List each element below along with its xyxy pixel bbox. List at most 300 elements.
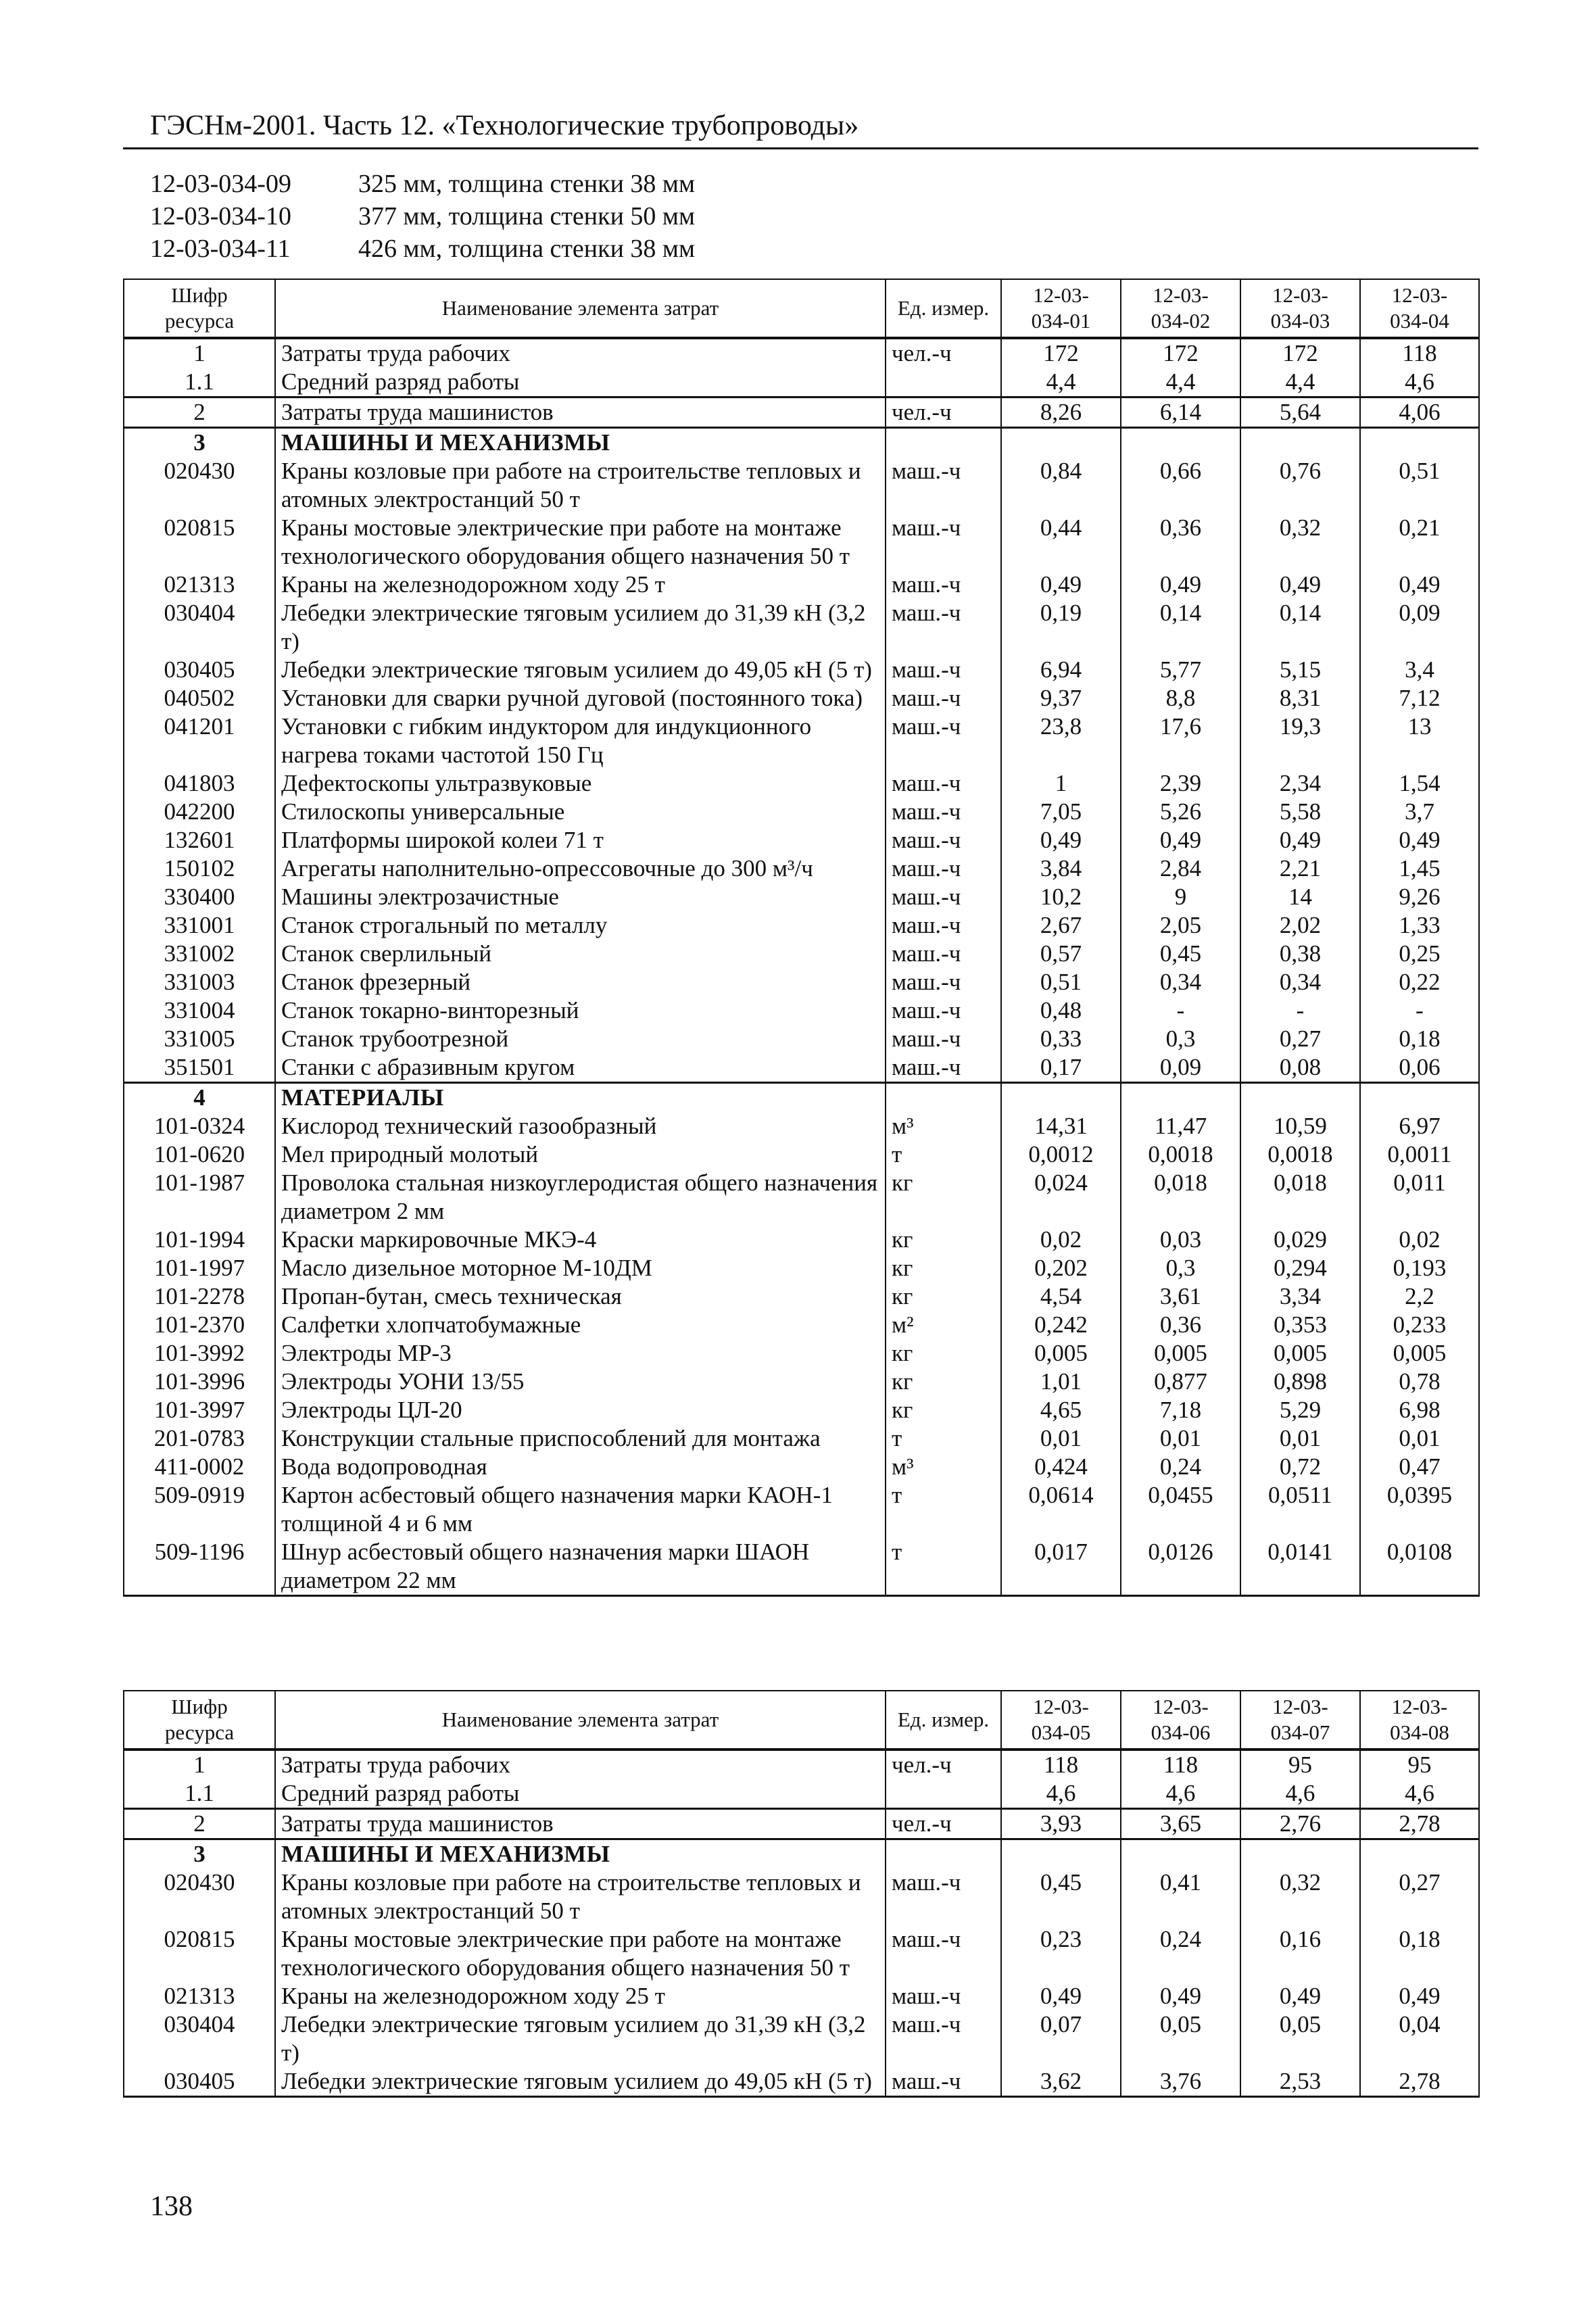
page-number: 138: [150, 2191, 193, 2222]
norm-value-cell: 172: [1240, 338, 1360, 368]
unit-cell: м²: [886, 1311, 1001, 1339]
cost-element-name-cell: Проволока стальная низкоуглеродистая общего назначения диаметром 2 мм: [275, 1169, 886, 1226]
resource-code-cell: 040502: [124, 684, 275, 713]
norm-value-cell: 8,8: [1121, 684, 1240, 713]
unit-cell: кг: [886, 1368, 1001, 1396]
cost-element-name-cell: Кислород технический газообразный: [275, 1112, 886, 1140]
column-header-unit: Ед. измер.: [886, 279, 1001, 338]
norm-value-cell: 95: [1360, 1750, 1479, 1779]
norm-value-cell: 0,49: [1001, 571, 1121, 599]
norm-value-cell: 0,66: [1121, 457, 1240, 514]
norm-value-cell: 0,0012: [1001, 1140, 1121, 1169]
norm-value-cell: 5,26: [1121, 798, 1240, 826]
unit-cell: маш.-ч: [886, 571, 1001, 599]
norm-value-cell: 4,6: [1360, 368, 1479, 397]
column-header-norm: 12-03- 034-04: [1360, 279, 1479, 338]
norm-value-cell: 0,005: [1240, 1339, 1360, 1368]
norm-value-cell: 5,29: [1240, 1396, 1360, 1424]
resource-code-cell: 020815: [124, 514, 275, 571]
norm-value-cell: 19,3: [1240, 713, 1360, 769]
norm-value-cell: 0,05: [1121, 2010, 1240, 2067]
unit-cell: маш.-ч: [886, 769, 1001, 798]
item-row: [150, 168, 695, 200]
norm-value-cell: 3,34: [1240, 1282, 1360, 1311]
norm-value-cell: 2,78: [1360, 2067, 1479, 2097]
norm-value-cell: 5,64: [1240, 397, 1360, 428]
cost-element-name-cell: МАШИНЫ И МЕХАНИЗМЫ: [275, 428, 886, 458]
resource-code-cell: 331003: [124, 968, 275, 996]
unit-cell: маш.-ч: [886, 996, 1001, 1025]
column-header-name: Наименование элемента затрат: [275, 279, 886, 338]
unit-cell: кг: [886, 1169, 1001, 1226]
norm-value-cell: -: [1240, 996, 1360, 1025]
cost-element-name-cell: Станок токарно-винторезный: [275, 996, 886, 1025]
norm-value-cell: 0,76: [1240, 457, 1360, 514]
norm-value-cell: 10,2: [1001, 883, 1121, 911]
unit-cell: маш.-ч: [886, 826, 1001, 854]
column-header-norm: 12-03- 034-07: [1240, 1691, 1360, 1750]
norm-value-cell: 0,78: [1360, 1368, 1479, 1396]
column-header-norm: 12-03- 034-08: [1360, 1691, 1479, 1750]
norm-value-cell: 0,24: [1121, 1453, 1240, 1481]
table-row: [124, 1140, 1479, 1169]
norm-value-cell: 0,0108: [1360, 1538, 1479, 1596]
norm-value-cell: 0,32: [1240, 514, 1360, 571]
norm-value-cell: 0,18: [1360, 1025, 1479, 1053]
cost-element-name-cell: Лебедки электрические тяговым усилием до 31,39 кН (3,2 т): [275, 599, 886, 656]
table-row: [124, 1453, 1479, 1481]
norm-value-cell: 8,26: [1001, 397, 1121, 428]
norm-value-cell: 0,03: [1121, 1226, 1240, 1254]
resource-code-cell: 021313: [124, 1982, 275, 2010]
norm-value-cell: 2,78: [1360, 1809, 1479, 1839]
table-row: [124, 656, 1479, 684]
cost-element-name-cell: Установки для сварки ручной дуговой (постоянного тока): [275, 684, 886, 713]
norm-value-cell: 11,47: [1121, 1112, 1240, 1140]
norm-value-cell: 0,34: [1240, 968, 1360, 996]
item-row: [150, 200, 695, 233]
unit-cell: [886, 428, 1001, 458]
cost-element-name-cell: Лебедки электрические тяговым усилием до 49,05 кН (5 т): [275, 2067, 886, 2097]
norm-value-cell: 6,98: [1360, 1396, 1479, 1424]
norm-value-cell: 0,3: [1121, 1025, 1240, 1053]
table-row: [124, 2010, 1479, 2067]
norm-value-cell: 0,005: [1001, 1339, 1121, 1368]
norm-value-cell: 0,84: [1001, 457, 1121, 514]
cost-element-name-cell: Лебедки электрические тяговым усилием до 31,39 кН (3,2 т): [275, 2010, 886, 2067]
table-row: [124, 1750, 1479, 1779]
resource-code-cell: 030405: [124, 2067, 275, 2097]
table-row: [124, 713, 1479, 769]
unit-cell: кг: [886, 1254, 1001, 1282]
norm-value-cell: 0,029: [1240, 1226, 1360, 1254]
resource-code-cell: 030404: [124, 599, 275, 656]
norm-value-cell: 0,22: [1360, 968, 1479, 996]
norm-value-cell: 118: [1121, 1750, 1240, 1779]
norm-value-cell: 2,67: [1001, 911, 1121, 940]
resource-code-cell: 101-3996: [124, 1368, 275, 1396]
norm-value-cell: 0,01: [1240, 1424, 1360, 1453]
table-row: [124, 1025, 1479, 1053]
cost-element-name-cell: Платформы широкой колеи 71 т: [275, 826, 886, 854]
norm-value-cell: 0,49: [1121, 1982, 1240, 2010]
column-header-unit: Ед. измер.: [886, 1691, 1001, 1750]
unit-cell: т: [886, 1140, 1001, 1169]
norm-value-cell: 0,02: [1001, 1226, 1121, 1254]
cost-element-name-cell: Краны мостовые электрические при работе на монтаже технологического оборудования общего назначения 50 т: [275, 1925, 886, 1982]
norm-value-cell: [1121, 1083, 1240, 1113]
resource-code-cell: 101-3992: [124, 1339, 275, 1368]
cost-element-name-cell: Краны козловые при работе на строительстве тепловых и атомных электростанций 50 т: [275, 1868, 886, 1925]
item-list: [150, 168, 695, 265]
norm-value-cell: 0,0395: [1360, 1481, 1479, 1538]
table-row: [124, 1226, 1479, 1254]
resource-code-cell: 1: [124, 338, 275, 368]
table-row: [124, 769, 1479, 798]
norm-value-cell: 0,34: [1121, 968, 1240, 996]
norm-value-cell: 0,018: [1240, 1169, 1360, 1226]
norm-value-cell: 2,84: [1121, 854, 1240, 883]
unit-cell: маш.-ч: [886, 2067, 1001, 2097]
norm-value-cell: 1,54: [1360, 769, 1479, 798]
cost-element-name-cell: Пропан-бутан, смесь техническая: [275, 1282, 886, 1311]
cost-element-name-cell: Станок строгальный по металлу: [275, 911, 886, 940]
norm-value-cell: 4,06: [1360, 397, 1479, 428]
norm-value-cell: 0,01: [1001, 1424, 1121, 1453]
column-header-norm: 12-03- 034-02: [1121, 279, 1240, 338]
item-row: [150, 233, 695, 265]
cost-element-name-cell: Краски маркировочные МКЭ-4: [275, 1226, 886, 1254]
norm-value-cell: 3,4: [1360, 656, 1479, 684]
resource-code-cell: 3: [124, 1839, 275, 1869]
table-row: [124, 883, 1479, 911]
column-header-code: Шифр ресурса: [124, 1691, 275, 1750]
norm-value-cell: 0,294: [1240, 1254, 1360, 1282]
unit-cell: маш.-ч: [886, 2010, 1001, 2067]
column-header-name: Наименование элемента затрат: [275, 1691, 886, 1750]
unit-cell: маш.-ч: [886, 684, 1001, 713]
norm-value-cell: 0,32: [1240, 1868, 1360, 1925]
norm-value-cell: 0,202: [1001, 1254, 1121, 1282]
norm-value-cell: 0,19: [1001, 599, 1121, 656]
norm-value-cell: 14,31: [1001, 1112, 1121, 1140]
norm-value-cell: 3,76: [1121, 2067, 1240, 2097]
resource-code-cell: 150102: [124, 854, 275, 883]
norm-value-cell: 2,53: [1240, 2067, 1360, 2097]
cost-element-name-cell: Шнур асбестовый общего назначения марки ШАОН диаметром 22 мм: [275, 1538, 886, 1596]
norm-value-cell: 0,0141: [1240, 1538, 1360, 1596]
norm-value-cell: [1121, 428, 1240, 458]
unit-cell: маш.-ч: [886, 940, 1001, 968]
unit-cell: маш.-ч: [886, 599, 1001, 656]
table-row: [124, 599, 1479, 656]
norm-value-cell: 0,51: [1360, 457, 1479, 514]
table-row: [124, 1396, 1479, 1424]
cost-element-name-cell: Затраты труда рабочих: [275, 338, 886, 368]
resource-code-cell: 3: [124, 428, 275, 458]
norm-value-cell: 0,25: [1360, 940, 1479, 968]
norm-value-cell: 1,45: [1360, 854, 1479, 883]
norm-value-cell: 0,14: [1240, 599, 1360, 656]
norm-value-cell: 0,017: [1001, 1538, 1121, 1596]
unit-cell: маш.-ч: [886, 854, 1001, 883]
unit-cell: маш.-ч: [886, 656, 1001, 684]
table-row: [124, 1053, 1479, 1083]
norm-value-cell: 17,6: [1121, 713, 1240, 769]
norm-value-cell: 0,18: [1360, 1925, 1479, 1982]
resource-code-cell: 101-2278: [124, 1282, 275, 1311]
resource-code-cell: 101-0620: [124, 1140, 275, 1169]
norm-value-cell: [1121, 1839, 1240, 1869]
norm-value-cell: 0,23: [1001, 1925, 1121, 1982]
norm-value-cell: [1240, 1839, 1360, 1869]
unit-cell: маш.-ч: [886, 514, 1001, 571]
norm-value-cell: 3,7: [1360, 798, 1479, 826]
resource-code-cell: 509-1196: [124, 1538, 275, 1596]
norm-value-cell: 0,49: [1121, 826, 1240, 854]
title-rule: [123, 147, 1478, 149]
norm-value-cell: 3,93: [1001, 1809, 1121, 1839]
resource-code-cell: 132601: [124, 826, 275, 854]
resource-code-cell: 1.1: [124, 368, 275, 397]
table-header-row: [124, 279, 1479, 338]
norm-value-cell: 0,16: [1240, 1925, 1360, 1982]
norm-value-cell: 0,242: [1001, 1311, 1121, 1339]
table-row: [124, 1538, 1479, 1596]
norm-value-cell: 0,45: [1001, 1868, 1121, 1925]
unit-cell: м³: [886, 1112, 1001, 1140]
page-title: ГЭСНм-2001. Часть 12. «Технологические трубопроводы»: [150, 110, 859, 141]
resource-code-cell: 1.1: [124, 1779, 275, 1809]
norm-value-cell: 5,77: [1121, 656, 1240, 684]
norm-value-cell: 0,3: [1121, 1254, 1240, 1282]
norm-value-cell: 0,877: [1121, 1368, 1240, 1396]
norm-value-cell: 4,4: [1121, 368, 1240, 397]
norm-value-cell: 0,36: [1121, 514, 1240, 571]
resource-code-cell: 2: [124, 1809, 275, 1839]
unit-cell: кг: [886, 1339, 1001, 1368]
norm-value-cell: [1001, 428, 1121, 458]
cost-element-name-cell: Затраты труда машинистов: [275, 397, 886, 428]
table-row: [124, 911, 1479, 940]
norm-value-cell: 0,14: [1121, 599, 1240, 656]
norm-value-cell: 0,49: [1360, 1982, 1479, 2010]
column-header-norm: 12-03- 034-03: [1240, 279, 1360, 338]
unit-cell: кг: [886, 1282, 1001, 1311]
resource-code-cell: 331004: [124, 996, 275, 1025]
norm-value-cell: 0,51: [1001, 968, 1121, 996]
resource-code-cell: 020430: [124, 457, 275, 514]
item-description: 426 мм, толщина стенки 38 мм: [358, 235, 696, 263]
unit-cell: т: [886, 1481, 1001, 1538]
resource-table-1: [123, 279, 1480, 1597]
norm-value-cell: 0,0126: [1121, 1538, 1240, 1596]
norm-value-cell: 4,65: [1001, 1396, 1121, 1424]
norm-value-cell: 0,49: [1121, 571, 1240, 599]
norm-value-cell: 0,45: [1121, 940, 1240, 968]
item-code: 12-03-034-10: [150, 202, 291, 231]
cost-element-name-cell: Агрегаты наполнительно-опрессовочные до 300 м³/ч: [275, 854, 886, 883]
resource-code-cell: 042200: [124, 798, 275, 826]
table-row: [124, 338, 1479, 368]
unit-cell: маш.-ч: [886, 1025, 1001, 1053]
norm-value-cell: 9: [1121, 883, 1240, 911]
table-row: [124, 1481, 1479, 1538]
unit-cell: чел.-ч: [886, 1750, 1001, 1779]
table-row: [124, 854, 1479, 883]
norm-value-cell: 13: [1360, 713, 1479, 769]
norm-value-cell: 0,36: [1121, 1311, 1240, 1339]
unit-cell: маш.-ч: [886, 968, 1001, 996]
unit-cell: чел.-ч: [886, 1809, 1001, 1839]
resource-code-cell: 101-2370: [124, 1311, 275, 1339]
unit-cell: [886, 1779, 1001, 1809]
resource-code-cell: 331001: [124, 911, 275, 940]
norm-value-cell: 9,37: [1001, 684, 1121, 713]
table-row: [124, 1169, 1479, 1226]
cost-element-name-cell: Станок сверлильный: [275, 940, 886, 968]
cost-element-name-cell: Машины электрозачистные: [275, 883, 886, 911]
norm-value-cell: 1: [1001, 769, 1121, 798]
norm-value-cell: [1240, 1083, 1360, 1113]
norm-value-cell: 3,84: [1001, 854, 1121, 883]
norm-value-cell: 0,0018: [1240, 1140, 1360, 1169]
norm-value-cell: 0,424: [1001, 1453, 1121, 1481]
norm-value-cell: 0,38: [1240, 940, 1360, 968]
norm-value-cell: 2,34: [1240, 769, 1360, 798]
resource-code-cell: 4: [124, 1083, 275, 1113]
resource-code-cell: 101-1987: [124, 1169, 275, 1226]
unit-cell: маш.-ч: [886, 1925, 1001, 1982]
resource-code-cell: 331005: [124, 1025, 275, 1053]
table-row: [124, 1311, 1479, 1339]
norm-value-cell: 95: [1240, 1750, 1360, 1779]
unit-cell: [886, 1083, 1001, 1113]
unit-cell: [886, 1839, 1001, 1869]
norm-value-cell: 0,72: [1240, 1453, 1360, 1481]
norm-value-cell: [1240, 428, 1360, 458]
cost-element-name-cell: Краны на железнодорожном ходу 25 т: [275, 1982, 886, 2010]
column-header-norm: 12-03- 034-05: [1001, 1691, 1121, 1750]
cost-element-name-cell: Краны на железнодорожном ходу 25 т: [275, 571, 886, 599]
resource-code-cell: 331002: [124, 940, 275, 968]
resource-code-cell: 101-1997: [124, 1254, 275, 1282]
norm-value-cell: 0,005: [1360, 1339, 1479, 1368]
norm-value-cell: 0,49: [1240, 1982, 1360, 2010]
table-row: [124, 968, 1479, 996]
resource-code-cell: 1: [124, 1750, 275, 1779]
norm-value-cell: 172: [1001, 338, 1121, 368]
cost-element-name-cell: Конструкции стальные приспособлений для монтажа: [275, 1424, 886, 1453]
resource-code-cell: 330400: [124, 883, 275, 911]
cost-element-name-cell: Станки с абразивным кругом: [275, 1053, 886, 1083]
norm-value-cell: 0,07: [1001, 2010, 1121, 2067]
unit-cell: т: [886, 1538, 1001, 1596]
norm-value-cell: 1,33: [1360, 911, 1479, 940]
section-row: [124, 428, 1479, 458]
norm-value-cell: 2,76: [1240, 1809, 1360, 1839]
norm-value-cell: 7,12: [1360, 684, 1479, 713]
norm-value-cell: 6,94: [1001, 656, 1121, 684]
cost-element-name-cell: Картон асбестовый общего назначения марки КАОН-1 толщиной 4 и 6 мм: [275, 1481, 886, 1538]
cost-element-name-cell: МАТЕРИАЛЫ: [275, 1083, 886, 1113]
norm-value-cell: [1360, 1083, 1479, 1113]
norm-value-cell: 0,04: [1360, 2010, 1479, 2067]
norm-value-cell: 0,193: [1360, 1254, 1479, 1282]
norm-value-cell: 0,41: [1121, 1868, 1240, 1925]
table-row: [124, 1254, 1479, 1282]
norm-value-cell: 10,59: [1240, 1112, 1360, 1140]
norm-value-cell: 4,6: [1121, 1779, 1240, 1809]
table-row: [124, 514, 1479, 571]
norm-value-cell: 0,0511: [1240, 1481, 1360, 1538]
norm-value-cell: 0,33: [1001, 1025, 1121, 1053]
norm-value-cell: 3,65: [1121, 1809, 1240, 1839]
table-row: [124, 684, 1479, 713]
norm-value-cell: 7,05: [1001, 798, 1121, 826]
table-header-row: [124, 1691, 1479, 1750]
norm-value-cell: 5,15: [1240, 656, 1360, 684]
norm-value-cell: 4,54: [1001, 1282, 1121, 1311]
table-row: [124, 368, 1479, 397]
unit-cell: кг: [886, 1226, 1001, 1254]
norm-value-cell: [1001, 1839, 1121, 1869]
norm-value-cell: 0,011: [1360, 1169, 1479, 1226]
norm-value-cell: -: [1360, 996, 1479, 1025]
resource-code-cell: 101-0324: [124, 1112, 275, 1140]
norm-value-cell: 0,24: [1121, 1925, 1240, 1982]
norm-value-cell: 0,08: [1240, 1053, 1360, 1083]
cost-element-name-cell: Станок фрезерный: [275, 968, 886, 996]
norm-value-cell: 0,0614: [1001, 1481, 1121, 1538]
norm-value-cell: 0,21: [1360, 514, 1479, 571]
unit-cell: т: [886, 1424, 1001, 1453]
norm-value-cell: 2,21: [1240, 854, 1360, 883]
norm-value-cell: 0,233: [1360, 1311, 1479, 1339]
norm-value-cell: 0,01: [1121, 1424, 1240, 1453]
table-row: [124, 798, 1479, 826]
cost-element-name-cell: Средний разряд работы: [275, 1779, 886, 1809]
norm-value-cell: 0,05: [1240, 2010, 1360, 2067]
unit-cell: маш.-ч: [886, 1053, 1001, 1083]
table-row: [124, 1982, 1479, 2010]
resource-code-cell: 041803: [124, 769, 275, 798]
norm-value-cell: 118: [1001, 1750, 1121, 1779]
norm-value-cell: 0,0455: [1121, 1481, 1240, 1538]
norm-value-cell: 0,018: [1121, 1169, 1240, 1226]
cost-element-name-cell: Салфетки хлопчатобумажные: [275, 1311, 886, 1339]
norm-value-cell: 4,6: [1360, 1779, 1479, 1809]
norm-value-cell: 4,6: [1240, 1779, 1360, 1809]
table-row: [124, 1424, 1479, 1453]
resource-code-cell: 030404: [124, 2010, 275, 2067]
resource-code-cell: 2: [124, 397, 275, 428]
cost-element-name-cell: Установки с гибким индуктором для индукционного нагрева токами частотой 150 Гц: [275, 713, 886, 769]
cost-element-name-cell: Лебедки электрические тяговым усилием до 49,05 кН (5 т): [275, 656, 886, 684]
resource-code-cell: 411-0002: [124, 1453, 275, 1481]
cost-element-name-cell: Электроды ЦЛ-20: [275, 1396, 886, 1424]
norm-value-cell: 8,31: [1240, 684, 1360, 713]
norm-value-cell: 0,353: [1240, 1311, 1360, 1339]
norm-value-cell: 0,47: [1360, 1453, 1479, 1481]
norm-value-cell: 0,49: [1240, 571, 1360, 599]
unit-cell: м³: [886, 1453, 1001, 1481]
cost-element-name-cell: Затраты труда машинистов: [275, 1809, 886, 1839]
section-row: [124, 1083, 1479, 1113]
resource-code-cell: 101-3997: [124, 1396, 275, 1424]
unit-cell: маш.-ч: [886, 1868, 1001, 1925]
table-row: [124, 1112, 1479, 1140]
